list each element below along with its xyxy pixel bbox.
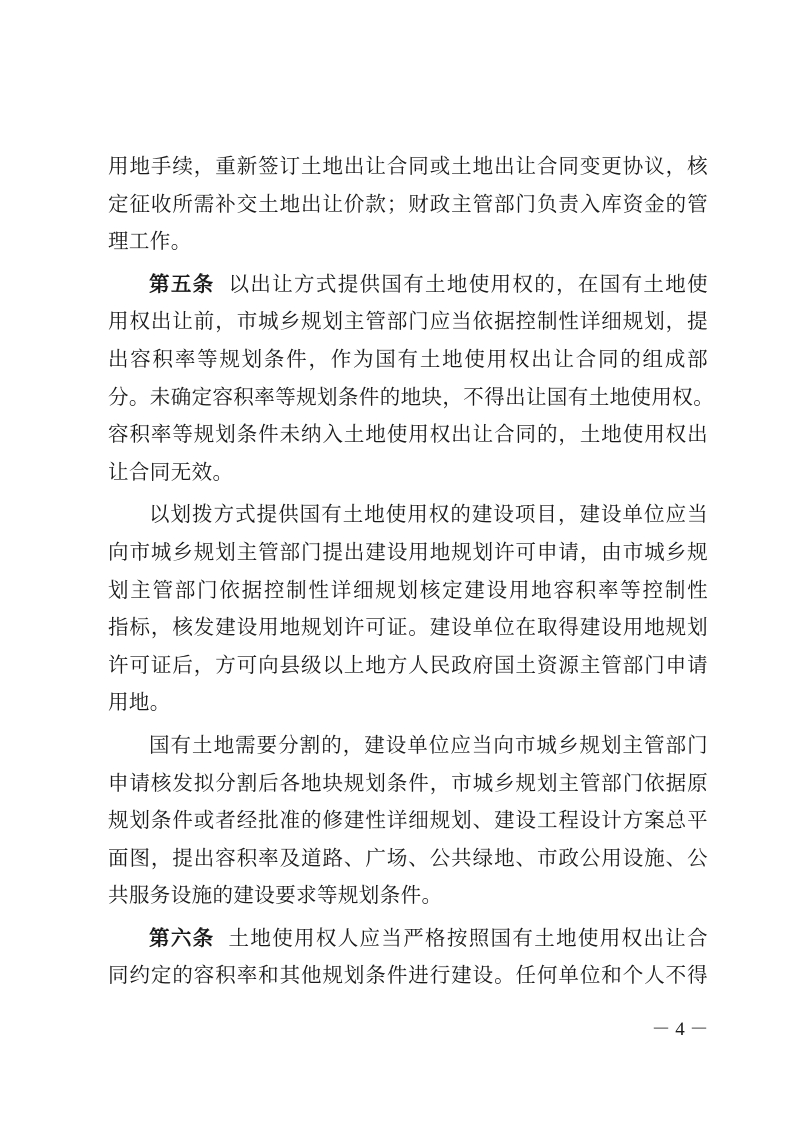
text-line: 划主管部门依据控制性详细规划核定建设用地容积率等控制性 — [108, 577, 708, 602]
paragraph-allocation — [108, 496, 708, 722]
text-line: 用地手续，重新签订土地出让合同或土地出让合同变更协议，核 — [108, 154, 708, 178]
text-line: 向市城乡规划主管部门提出建设用地规划许可申请，由市城乡规 — [108, 539, 708, 564]
text-line — [108, 266, 708, 304]
text-line: 同约定的容积率和其他规划条件进行建设。任何单位和个人不得 — [108, 963, 708, 988]
document-body — [108, 148, 715, 995]
article-heading: 第五条 — [149, 271, 215, 296]
text-line: 指标，核发建设用地规划许可证。建设单位在取得建设用地规划 — [108, 615, 708, 640]
text-line: 以划拨方式提供国有土地使用权的建设项目，建设单位应当 — [149, 502, 708, 527]
article-heading: 第六条 — [149, 925, 215, 950]
text-line: 申请核发拟分割后各地块规划条件，市城乡规划主管部门依据原 — [108, 770, 708, 795]
text-line-content: 以出让方式提供国有土地使用权的，在国有土地使 — [228, 271, 708, 296]
text-line: 国有土地需要分割的，建设单位应当向市城乡规划主管部门 — [149, 732, 708, 757]
text-line: 让合同无效。 — [108, 459, 234, 484]
paragraph-continuation — [108, 148, 708, 261]
text-line: 用地。 — [108, 690, 171, 715]
text-line: 面图，提出容积率及道路、广场、公共绿地、市政公用设施、公 — [108, 845, 708, 870]
paragraph-article-6 — [108, 920, 708, 995]
paragraph-land-division — [108, 727, 708, 915]
text-line-content: 土地使用权人应当严格按照国有土地使用权出让合 — [228, 925, 708, 950]
text-line — [108, 920, 708, 958]
text-line: 许可证后，方可向县级以上地方人民政府国土资源主管部门申请 — [108, 652, 708, 677]
text-line: 理工作。 — [108, 229, 192, 254]
text-line: 用权出让前，市城乡规划主管部门应当依据控制性详细规划，提 — [108, 309, 708, 334]
text-line: 定征收所需补交土地出让价款；财政主管部门负责入库资金的管 — [108, 191, 708, 216]
text-line: 分。未确定容积率等规划条件的地块，不得出让国有土地使用权。 — [108, 384, 715, 409]
page-number: － 4 － — [651, 1019, 709, 1040]
paragraph-article-5 — [108, 266, 715, 492]
text-line: 规划条件或者经批准的修建性详细规划、建设工程设计方案总平 — [108, 808, 708, 833]
text-line: 共服务设施的建设要求等规划条件。 — [108, 883, 443, 908]
text-line: 容积率等规划条件未纳入土地使用权出让合同的，土地使用权出 — [108, 422, 708, 447]
text-line: 出容积率等规划条件，作为国有土地使用权出让合同的组成部 — [108, 346, 708, 371]
